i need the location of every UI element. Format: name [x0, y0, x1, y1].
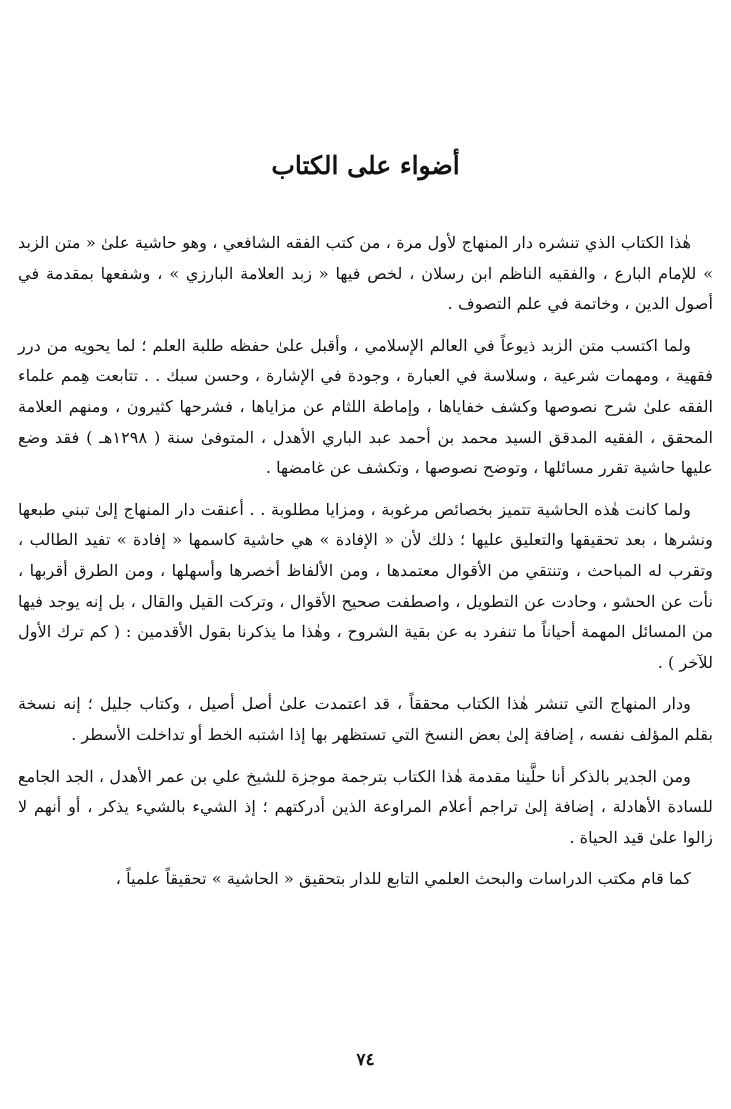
paragraph: ولما كانت هٰذه الحاشية تتميز بخصائص مرغوبة ، ومزايا مطلوبة . . أعنقت دار المنهاج إلىٰ تبني طبعها ونشرها ، بعد تحقيقها والتعليق عليها ؛ ذلك لأن « الإفادة » هي حاشية كاسمها « إفادة » تفيد الطالب ، وتقرب له المباحث ، وتنتقي من الأقوال معتمدها ، ومن الألفاظ أخصرها وأسهلها ، ومن الطرق أقربها ، نأت عن الحشو ، وحادت عن التطويل ، واصطفت صحيح الأقوال ، وتركت القيل والقال ، بل إنه يوجد فيها من المسائل المهمة أحياناً ما تنفرد به عن بقية الشروح ، وهٰذا ما يذكرنا بقول الأقدمين : ( كم ترك الأول للآخر ) .	[18, 499, 713, 672]
paragraph: هٰذا الكتاب الذي تنشره دار المنهاج لأول مرة ، من كتب الفقه الشافعي ، وهو حاشية علىٰ « متن الزبد » للإمام البارع ، والفقيه الناظم ابن رسلان ، لخص فيها « زبد العلامة البارزي » ، وشفعها بمقدمة في أصول الدين ، وخاتمة في علم التصوف .	[18, 233, 713, 314]
paragraph: ومن الجدير بالذكر أنا حلَّينا مقدمة هٰذا الكتاب بترجمة موجزة للشيخ علي بن عمر الأهدل ، الجد الجامع للسادة الأهادلة ، إضافة إلىٰ تراجم أعلام المراوعة الذين أدركتهم ؛ إذ الشيء بالشيء يذكر ، أو أنهم لا زالوا علىٰ قيد الحياة .	[18, 766, 713, 847]
paragraph: كما قام مكتب الدراسات والبحث العلمي التابع للدار بتحقيق « الحاشية » تحقيقاً علمياً ،	[115, 869, 691, 889]
chapter-title: أضواء على الكتاب	[271, 151, 460, 180]
paragraph: ودار المنهاج التي تنشر هٰذا الكتاب محققاً ، قد اعتمدت علىٰ أصل أصيل ، وكتاب جليل ؛ إنه نسخة بقلم المؤلف نفسه ، إضافة إلىٰ بعض النسخ التي تستظهر بها إذا اشتبه الخط أو تداخلت الأسطر .	[18, 694, 713, 744]
body-text	[18, 228, 713, 906]
page-number: ٧٤	[356, 1050, 375, 1070]
paragraph: ولما اكتسب متن الزبد ذيوعاً في العالم الإسلامي ، وأقبل علىٰ حفظه طلبة العلم ؛ لما يحويه من درر فقهية ، ومهمات شرعية ، وسلاسة في العبارة ، وجودة في الإشارة ، وحسن سبك . . تتابعت هِمم علماء الفقه علىٰ شرح نصوصها وكشف خفاياها ، وإماطة اللثام عن مزاياها ، فشرحها كثيرون ، ومنهم العلامة المحقق ، الفقيه المدقق السيد محمد بن أحمد عبد الباري الأهدل ، المتوفىٰ سنة ( ١٢٩٨هـ ) فقد وضع عليها حاشية تقرر مسائلها ، وتوضح نصوصها ، وتكشف عن غامضها .	[18, 335, 713, 478]
